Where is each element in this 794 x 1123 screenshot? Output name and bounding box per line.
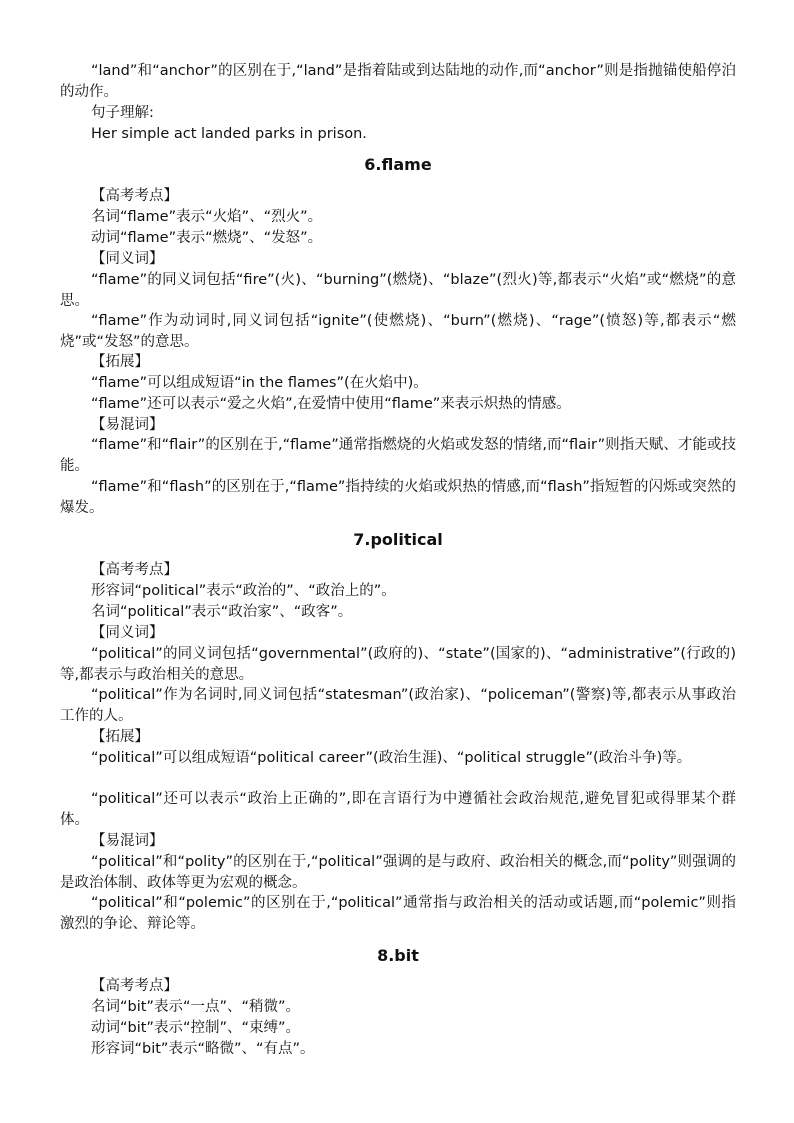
political-synonyms-paragraph: “political”的同义词包括“governmental”(政府的)、“state”(国家的)、“administrative”(行政的)等,都表示与政治相关的意思。 [60, 646, 736, 683]
flame-phrase: “flame”可以组成短语“in the flames”(在火焰中)。 [91, 375, 428, 391]
label-synonyms: 【同义词】 [91, 625, 164, 641]
bit-noun-meaning: 名词“bit”表示“一点”、“稍微”。 [91, 999, 300, 1015]
flame-noun-meaning: 名词“flame”表示“火焰”、“烈火”。 [91, 209, 323, 225]
political-polemic-paragraph: “political”和“polemic”的区别在于,“political”通常指与政治相关的活动或话题,而“polemic”则指激烈的争论、辩论等。 [60, 895, 736, 932]
flame-love-meaning: “flame”还可以表示“爱之火焰”,在爱情中使用“flame”来表示炽热的情感。 [91, 396, 571, 412]
label-extension: 【拓展】 [91, 729, 149, 745]
political-polity-paragraph: “political”和“polity”的区别在于,“political”强调的是与政府、政治相关的概念,而“polity”则强调的是政治体制、政体等更为宏观的概念。 [60, 854, 736, 891]
section-heading-bit: 8.bit [377, 946, 419, 965]
political-noun-meaning: 名词“political”表示“政治家”、“政客”。 [91, 604, 353, 620]
political-adj-meaning: 形容词“political”表示“政治的”、“政治上的”。 [91, 583, 396, 599]
label-exam-points: 【高考考点】 [91, 188, 178, 204]
flame-flair-paragraph: “flame”和“flair”的区别在于,“flame”通常指燃烧的火焰或发怒的情绪,而“flair”则指天赋、才能或技能。 [60, 437, 736, 474]
bit-verb-meaning: 动词“bit”表示“控制”、“束缚”。 [91, 1020, 300, 1036]
flame-verb-meaning: 动词“flame”表示“燃烧”、“发怒”。 [91, 230, 323, 246]
label-synonyms: 【同义词】 [91, 251, 164, 267]
flame-flash-paragraph: “flame”和“flash”的区别在于,“flame”指持续的火焰或炽热的情感,而“flash”指短暂的闪烁或突然的爆发。 [60, 479, 736, 516]
political-correct-paragraph: “political”还可以表示“政治上正确的”,即在言语行为中遵循社会政治规范,避免冒犯或得罪某个群体。 [60, 791, 736, 828]
section-heading-political: 7.political [353, 530, 443, 549]
political-phrases-paragraph: “political”可以组成短语“political career”(政治生涯)、“political struggle”(政治斗争)等。 [91, 750, 692, 766]
flame-verb-synonyms-paragraph: “flame”作为动词时,同义词包括“ignite”(使燃烧)、“burn”(燃烧)、“rage”(愤怒)等,都表示“燃烧”或“发怒”的意思。 [60, 313, 736, 350]
label-exam-points: 【高考考点】 [91, 562, 178, 578]
label-extension: 【拓展】 [91, 354, 149, 370]
label-confusables: 【易混词】 [91, 833, 164, 849]
example-sentence: Her simple act landed parks in prison. [91, 126, 367, 142]
flame-synonyms-paragraph: “flame”的同义词包括“fire”(火)、“burning”(燃烧)、“blaze”(烈火)等,都表示“火焰”或“燃烧”的意思。 [60, 272, 736, 309]
label-exam-points: 【高考考点】 [91, 978, 178, 994]
political-noun-synonyms-paragraph: “political”作为名词时,同义词包括“statesman”(政治家)、“policeman”(警察)等,都表示从事政治工作的人。 [60, 687, 736, 724]
section-heading-flame: 6.flame [364, 155, 432, 174]
label-confusables: 【易混词】 [91, 417, 164, 433]
label-sentence-understanding: 句子理解: [91, 105, 154, 121]
bit-adj-meaning: 形容词“bit”表示“略微”、“有点”。 [91, 1041, 315, 1057]
paragraph-land-anchor: “land”和“anchor”的区别在于,“land”是指着陆或到达陆地的动作,而“anchor”则是指抛锚使船停泊的动作。 [60, 63, 736, 100]
